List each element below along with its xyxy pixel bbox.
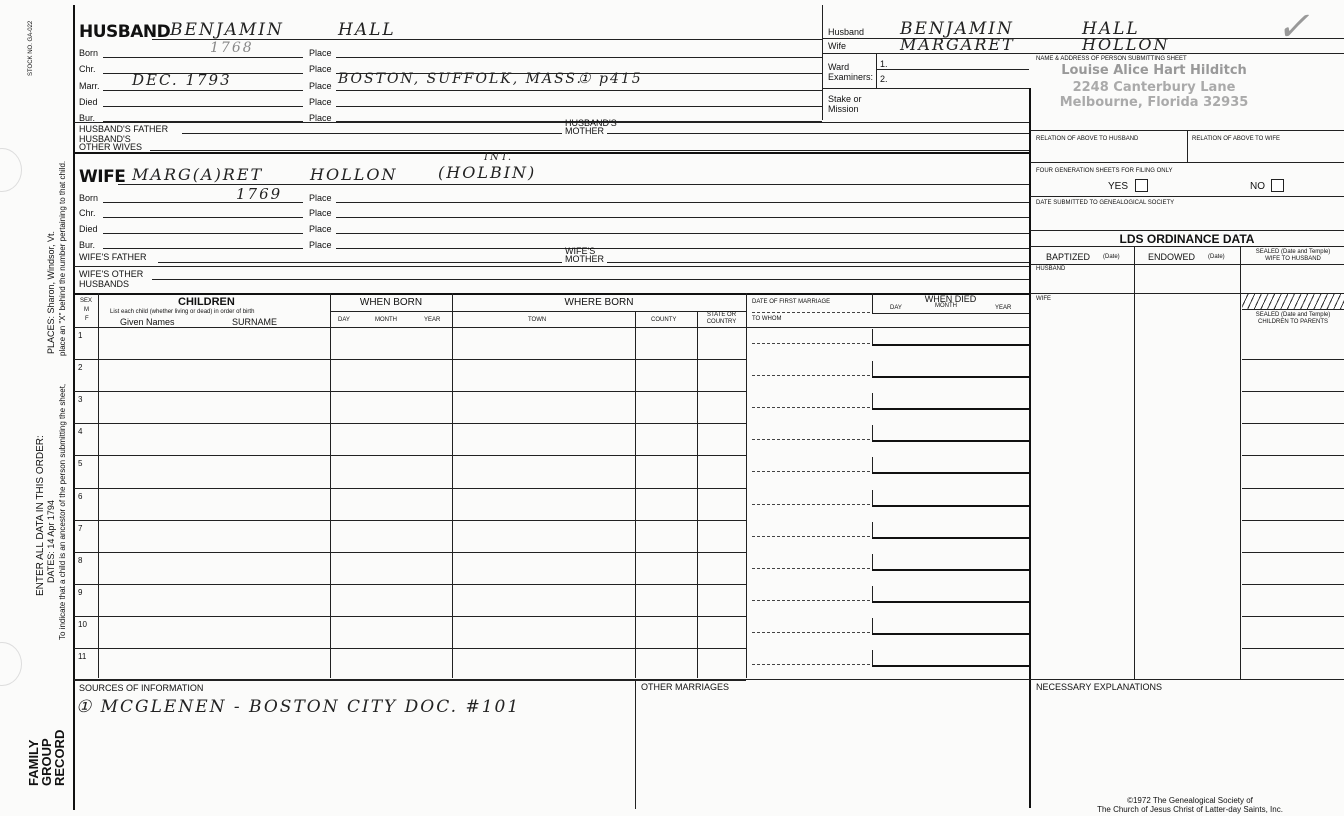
child-row-rule: [74, 584, 746, 585]
wife-born-place-line: [336, 202, 1029, 203]
child-marriage-dash: [752, 375, 870, 376]
punch-hole-top: [0, 148, 22, 192]
wife-bur-place-line: [336, 248, 1029, 249]
town-col-divider: [635, 311, 636, 678]
husband-marr-place-label: Place: [309, 81, 332, 91]
child-row-number: 3: [78, 395, 83, 405]
when-born-label: WHEN BORN: [359, 297, 423, 308]
examiner-1-line: [876, 69, 1029, 70]
sealed-cp-label: SEALED (Date and Temple): [1255, 312, 1331, 318]
sex-col-divider: [98, 293, 99, 678]
child-marriage-dash: [752, 504, 870, 505]
left-margin-line: [73, 5, 75, 810]
when-died-rule: [872, 313, 1029, 314]
child-died-tick: [872, 329, 873, 345]
no-label: NO: [1250, 181, 1265, 192]
wife-mother-line: [607, 262, 1029, 263]
enter-all-data: ENTER ALL DATA IN THIS ORDER:: [35, 435, 46, 596]
husband-bur-label: Bur.: [79, 113, 96, 123]
child-died-tick: [872, 554, 873, 570]
husband-born-place-line: [336, 57, 822, 58]
child-row-number: 4: [78, 427, 83, 437]
form-title-family: FAMILY: [26, 739, 41, 786]
child-row-rule: [74, 359, 746, 360]
lds-header-rule: [1030, 264, 1344, 265]
wife-section-rule: [74, 152, 1029, 154]
husband-mother-line: [607, 133, 1029, 134]
sources-hw: ① MCGLENEN - BOSTON CITY DOC. #101: [76, 697, 521, 717]
copyright-line-1: ©1972 The Genealogical Society of: [1127, 796, 1253, 805]
lds-title-rule: [1030, 246, 1344, 247]
husband-father-label: HUSBAND'S FATHER: [79, 124, 169, 134]
child-row-rule: [74, 616, 746, 617]
husband-marr-hw: DEC. 1793: [132, 71, 232, 89]
date-submitted-bottom-rule: [1030, 230, 1344, 231]
stock-number: STOCK NO. GA-022: [28, 20, 34, 76]
examiners-label: Examiners:: [828, 72, 874, 82]
wife-chr-line: [103, 217, 303, 218]
husband-other-wives-label2: OTHER WIVES: [79, 142, 143, 152]
country-label: COUNTRY: [706, 319, 737, 325]
relation-divider: [1187, 130, 1188, 162]
child-marriage-dash: [752, 600, 870, 601]
child-died-tick: [872, 650, 873, 666]
husband-chr-place-label: Place: [309, 64, 332, 74]
places-note: PLACES: Sharon, Windsor, Vt.: [46, 230, 56, 354]
wife-father-label: WIFE'S FATHER: [79, 252, 147, 262]
punch-hole-bottom: [0, 642, 22, 686]
relation-wife-label: RELATION OF ABOVE TO WIFE: [1192, 136, 1281, 142]
examiners-bottom-rule: [822, 88, 1029, 89]
wife-other-husbands-label: WIFE'S OTHER: [79, 269, 144, 279]
lds-row-rule: [1242, 391, 1344, 392]
lds-row-rule: [1242, 616, 1344, 617]
children-col-divider: [330, 293, 331, 678]
baptized-label: BAPTIZED: [1046, 252, 1091, 262]
wife-bur-place-label: Place: [309, 240, 332, 250]
husband-father-top-rule: [74, 122, 1029, 123]
died-day-label: DAY: [890, 305, 902, 311]
husband-died-label: Died: [79, 97, 98, 107]
no-checkbox[interactable]: [1271, 179, 1284, 192]
died-year-label: YEAR: [995, 305, 1012, 311]
husband-born-place-label: Place: [309, 48, 332, 58]
instruction-x: place an "X" behind the number pertaining to that child.: [58, 160, 67, 356]
sealed-wh-label: SEALED (Date and Temple): [1255, 249, 1331, 255]
submitter-city: Melbourne, Florida 32935: [1059, 95, 1249, 110]
form-title-record: RECORD: [52, 729, 67, 786]
lds-row-rule: [1242, 552, 1344, 553]
child-died-tick: [872, 457, 873, 473]
submitter-name: Louise Alice Hart Hilditch: [1061, 63, 1247, 78]
child-marriage-dash: [752, 632, 870, 633]
bottom-section-rule: [74, 679, 1344, 680]
explanations-label: NECESSARY EXPLANATIONS: [1036, 682, 1163, 692]
four-gen-bottom-rule: [1030, 196, 1344, 197]
sex-f-label: F: [85, 316, 89, 322]
baptized-date-label: (Date): [1103, 254, 1120, 260]
child-row-number: 1: [78, 331, 83, 340]
lds-row-rule: [1242, 648, 1344, 649]
child-died-tick: [872, 361, 873, 377]
child-row-number: 11: [78, 652, 87, 661]
county-label: COUNTY: [651, 317, 677, 323]
child-died-tick: [872, 490, 873, 506]
header-divider: [822, 5, 823, 120]
when-born-col-divider: [452, 293, 453, 678]
submitter-label: NAME & ADDRESS OF PERSON SUBMITTING SHEET: [1036, 56, 1187, 62]
lds-row-rule: [1242, 455, 1344, 456]
husband-marr-place-note-hw: ① p415: [578, 71, 643, 87]
wife-int-hw: INT.: [484, 152, 514, 163]
child-row-number: 2: [78, 363, 83, 373]
husband-bur-place-label: Place: [309, 113, 332, 123]
lds-husband-label: HUSBAND: [1036, 266, 1066, 272]
header-check-hw: ✓: [1276, 4, 1312, 50]
header-husband-hw: BENJAMIN: [900, 19, 1014, 39]
husband-died-place-line: [336, 106, 822, 107]
lds-row-rule: [1242, 584, 1344, 585]
child-died-line: [872, 344, 1029, 346]
yes-checkbox[interactable]: [1135, 179, 1148, 192]
children-list-note: List each child (whether living or dead) in order of birth: [110, 309, 255, 315]
child-marriage-dash: [752, 664, 870, 665]
child-row-number: 5: [78, 459, 83, 469]
child-row-rule: [74, 423, 746, 424]
county-col-divider: [697, 311, 698, 678]
child-died-line: [872, 665, 1029, 667]
wife-died-place-label: Place: [309, 224, 332, 234]
child-row-number: 8: [78, 555, 83, 565]
examiner-1: 1.: [880, 59, 888, 69]
husband-other-wives-line: [150, 150, 1029, 151]
child-marriage-dash: [752, 568, 870, 569]
child-row-number: 7: [78, 523, 83, 533]
endowed-date-label: (Date): [1208, 254, 1225, 260]
child-row-number: 9: [78, 587, 83, 597]
relation-bottom-rule: [1030, 162, 1344, 163]
lds-title: LDS ORDINANCE DATA: [1119, 232, 1255, 246]
husband-marr-line: [103, 90, 303, 91]
wife-died-label: Died: [79, 224, 98, 234]
child-marriage-dash: [752, 471, 870, 472]
husband-died-place-label: Place: [309, 97, 332, 107]
wife-died-place-line: [336, 233, 1029, 234]
wife-other-husbands-label2: HUSBANDS: [79, 279, 130, 289]
wife-title: WIFE: [79, 167, 126, 187]
child-died-line: [872, 537, 1029, 539]
to-whom-label: TO WHOM: [752, 316, 782, 322]
other-marriages-label: OTHER MARRIAGES: [641, 682, 730, 692]
examiners-divider: [876, 53, 877, 88]
born-month-label: MONTH: [375, 317, 397, 323]
header-wife-hw: MARGARET: [900, 35, 1015, 54]
lds-row-rule: [1242, 520, 1344, 521]
child-died-line: [872, 408, 1029, 410]
four-gen-label: FOUR GENERATION SHEETS FOR FILING ONLY: [1036, 168, 1173, 174]
child-row-rule: [74, 520, 746, 521]
wife-chr-place-line: [336, 217, 1029, 218]
sealed-wh-label2: WIFE TO HUSBAND: [1265, 256, 1321, 262]
husband-mother-label2: MOTHER: [565, 126, 604, 136]
lds-col-divider-2: [1240, 246, 1241, 679]
first-marriage-dash: [752, 312, 870, 313]
wife-father-line: [158, 262, 562, 263]
child-row-rule: [74, 680, 746, 681]
lds-row-rule: [1242, 359, 1344, 360]
examiner-2: 2.: [880, 74, 888, 84]
husband-marr-label: Marr.: [79, 81, 100, 91]
wife-father-bottom-rule: [74, 266, 1029, 267]
child-died-line: [872, 505, 1029, 507]
child-died-line: [872, 569, 1029, 571]
wife-bur-line: [103, 248, 303, 249]
child-marriage-dash: [752, 343, 870, 344]
wife-name-hw: MARG(A)RET: [132, 165, 264, 184]
husband-name-hw: BENJAMIN: [170, 20, 284, 40]
sources-divider: [635, 679, 636, 809]
date-submitted-label: DATE SUBMITTED TO GENEALOGICAL SOCIETY: [1036, 200, 1175, 206]
state-label: STATE OR: [706, 312, 737, 318]
husband-other-wives-label: HUSBAND'S: [79, 134, 131, 144]
lds-col-divider-1: [1134, 246, 1135, 679]
wife-chr-label: Chr.: [79, 208, 96, 218]
child-row-rule: [74, 648, 746, 649]
header-wife-label: Wife: [828, 41, 846, 51]
husband-born-label: Born: [79, 48, 99, 58]
died-month-label: MONTH: [935, 303, 957, 309]
husband-father-line: [182, 133, 562, 134]
child-died-line: [872, 376, 1029, 378]
lds-row-rule: [1242, 488, 1344, 489]
wife-mother-label: WIFE'S: [565, 246, 596, 256]
mission-label: Mission: [828, 104, 859, 114]
child-row-rule: [74, 455, 746, 456]
sex-label: SEX: [80, 298, 93, 304]
born-year-label: YEAR: [424, 317, 441, 323]
header-husband-sur-hw: HALL: [1082, 19, 1140, 39]
town-label: TOWN: [528, 317, 547, 323]
wife-other-husbands-line: [152, 279, 1029, 280]
child-row-number: 6: [78, 491, 83, 501]
sources-label: SOURCES OF INFORMATION: [79, 683, 204, 693]
when-died-label: WHEN DIED: [924, 294, 977, 304]
where-born-label: WHERE BORN: [564, 297, 634, 308]
husband-marr-place-line: [336, 90, 822, 91]
child-died-line: [872, 633, 1029, 635]
child-row-number: 10: [78, 619, 87, 629]
husband-chr-label: Chr.: [79, 64, 96, 74]
husband-born-line: [103, 57, 303, 58]
born-day-label: DAY: [338, 317, 350, 323]
child-died-line: [872, 601, 1029, 603]
ward-label: Ward: [828, 62, 850, 72]
child-row-rule: [74, 488, 746, 489]
given-names-label: Given Names: [120, 317, 175, 327]
sealed-hatch: [1242, 294, 1344, 310]
first-marriage-label: DATE OF FIRST MARRIAGE: [752, 299, 831, 305]
sex-m-label: M: [84, 307, 89, 313]
husband-died-line: [103, 106, 303, 107]
header-husband-label: Husband: [828, 27, 865, 37]
child-marriage-dash: [752, 536, 870, 537]
surname-label: SURNAME: [232, 317, 278, 327]
yes-label: YES: [1108, 181, 1129, 192]
child-died-tick: [872, 586, 873, 602]
submitter-street: 2248 Canterbury Lane: [1072, 80, 1236, 95]
wife-died-line: [103, 233, 303, 234]
child-marriage-dash: [752, 407, 870, 408]
children-label: CHILDREN: [178, 296, 235, 308]
child-marriage-dash: [752, 439, 870, 440]
child-died-tick: [872, 522, 873, 538]
child-died-tick: [872, 425, 873, 441]
child-died-line: [872, 472, 1029, 474]
child-died-tick: [872, 393, 873, 409]
form-title-group: GROUP: [39, 738, 54, 786]
child-row-rule: [74, 391, 746, 392]
wife-surname-hw: HOLLON: [310, 165, 398, 184]
lds-row-rule: [1242, 423, 1344, 424]
husband-born-hw: 1768: [210, 40, 254, 56]
lds-wife-label: WIFE: [1036, 296, 1051, 302]
wife-born-hw: 1769: [236, 185, 283, 203]
husband-mother-label: HUSBAND'S: [565, 118, 617, 128]
husband-marr-place-hw: BOSTON, SUFFOLK, MASS.: [338, 71, 583, 87]
wife-born-label: Born: [79, 193, 99, 203]
header-wife-sur-hw: HOLLON: [1082, 35, 1170, 54]
wife-chr-place-label: Place: [309, 208, 332, 218]
endowed-label: ENDOWED: [1148, 252, 1195, 262]
instruction-sheet: To indicate that a child is an ancestor of the person submitting the sheet,: [58, 383, 67, 640]
husband-title: HUSBAND: [79, 22, 171, 42]
dates-note: DATES: 14 Apr 1794: [46, 500, 56, 583]
sealed-cp-label2: CHILDREN TO PARENTS: [1257, 319, 1328, 325]
copyright-line-2: The Church of Jesus Christ of Latter-day Saints, Inc.: [1097, 805, 1283, 814]
husband-surname-hw: HALL: [338, 20, 396, 40]
child-died-line: [872, 440, 1029, 442]
wife-surname-alt-hw: (HOLBIN): [438, 163, 537, 182]
child-row-rule: [74, 552, 746, 553]
wife-mother-label2: MOTHER: [565, 254, 604, 264]
wife-bur-label: Bur.: [79, 240, 96, 250]
wife-born-place-label: Place: [309, 193, 332, 203]
stake-label: Stake or: [828, 94, 862, 104]
relation-husband-label: RELATION OF ABOVE TO HUSBAND: [1036, 136, 1139, 142]
children-header-rule: [74, 327, 1029, 328]
when-born-rule: [330, 311, 746, 312]
where-born-col-divider: [746, 293, 747, 678]
child-died-tick: [872, 618, 873, 634]
